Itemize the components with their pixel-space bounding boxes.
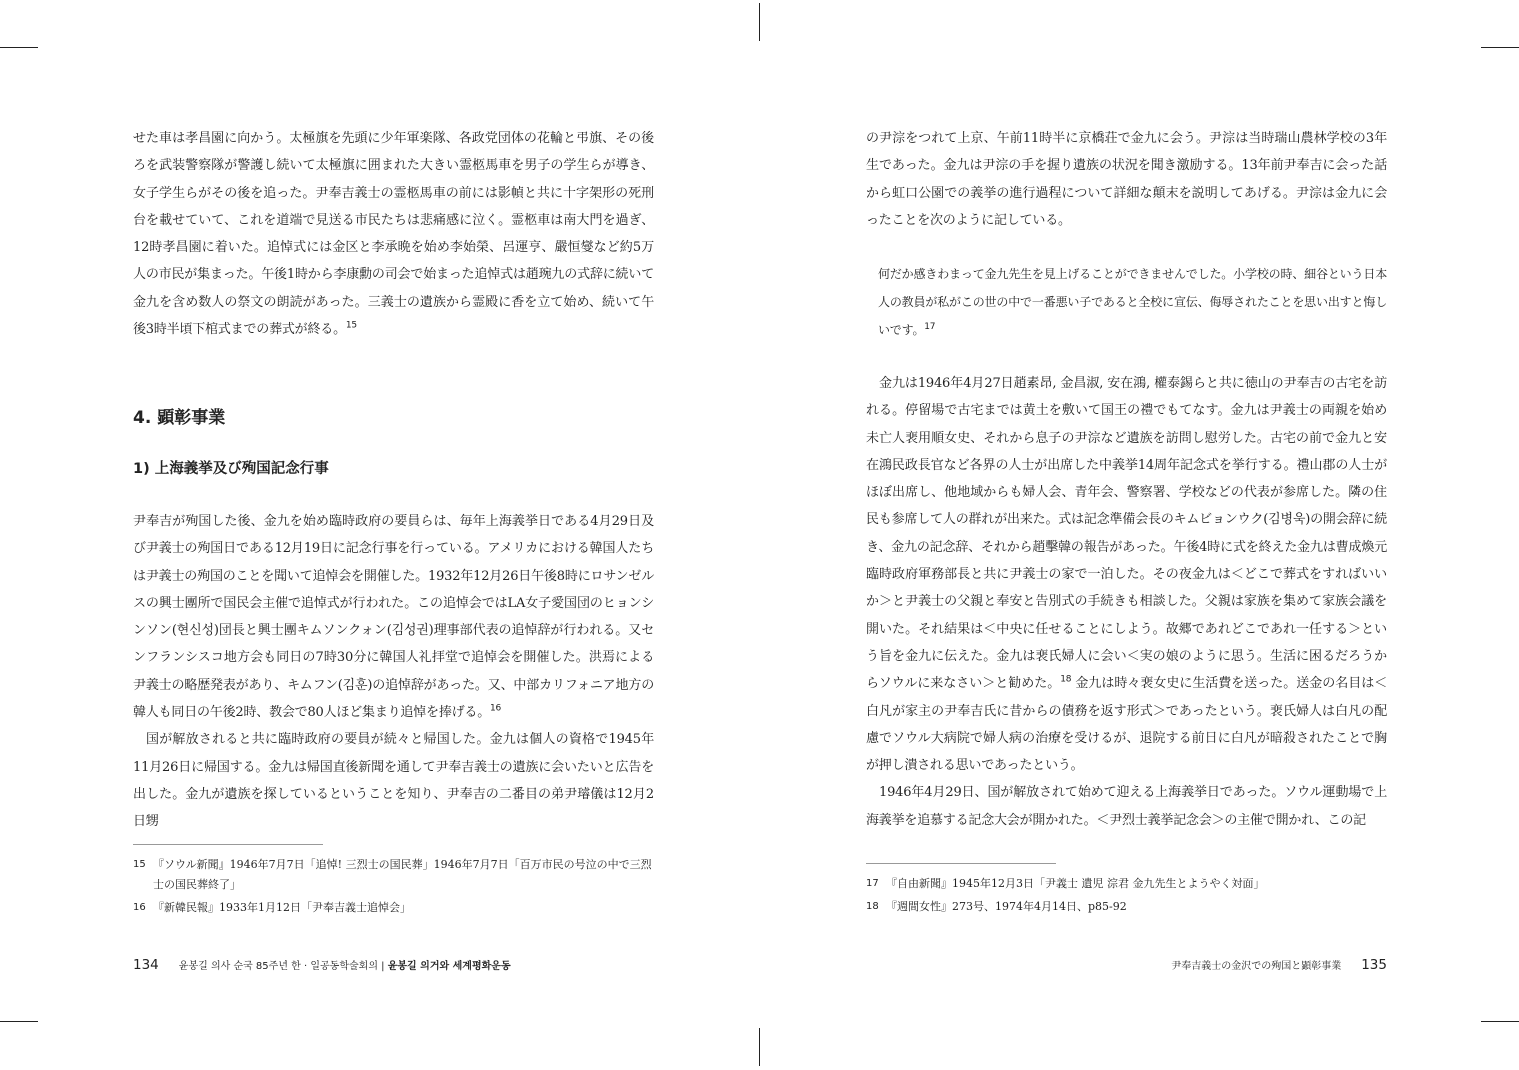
running-head: 윤봉길 의사 순국 85주년 한 · 일공동학술회의 | 윤봉길 의거와 세계평화운동	[178, 961, 511, 972]
folio	[1171, 957, 1387, 973]
right-page	[760, 0, 1519, 1070]
paragraph: 尹奉吉が殉国した後、金九を始め臨時政府の要員らは、毎年上海義挙日である4月29日及び尹義士の殉国日である12月19日に記念行事を行っている。アメリカにおける韓国人たちは尹義士の殉国のことを聞いて追悼会を開催した。1932年12月26日午後8時にロサンゼルスの興士團所で国民会主催で追悼式が行われた。この追悼会ではLA女子愛国団のヒョンシンソン(현신성)団長と興士團キムソンクォン(김성권)理事部代表の追悼辞が行われる。又センフランシスコ地方会も同日の7時30分に韓国人礼拝堂で追悼会を開催した。洪焉による尹義士の略歴発表があり、キムフン(김훈)の追悼辞があった。又、中部カリフォニア地方の韓人も同日の午後2時、教会で80人ほど集まり追悼を捧げる。$^{16}$	[133, 514, 654, 721]
running-head: 尹奉吉義士の金沢での殉国と顕彰事業	[1171, 961, 1342, 972]
body-text-main	[866, 370, 1387, 834]
paragraph: 1946年4月29日、国が解放されて始めて迎える上海義挙日であった。ソウル運動場で上海義挙を追慕する記念大会が開かれた。＜尹烈士義挙記念会＞の主催で開かれ、この記	[866, 785, 1387, 828]
footnote-text: 『自由新聞』1945年12月3日「尹義士 遺児 淙君 金九先生とようやく対面」	[886, 877, 1265, 890]
page-number: 135	[1361, 957, 1387, 973]
footnote-text: 『ソウル新聞』1946年7月7日「追悼! 三烈士の国民葬」1946年7月7日「百万市民の号泣の中で三烈士の国民葬終了」	[153, 858, 652, 891]
body-text-top	[133, 125, 654, 343]
footnote-ref: 17	[924, 322, 936, 332]
paragraph: 金九は1946年4月27日趙素昂, 金昌淑, 安在鴻, 權泰錫らと共に徳山の尹奉吉の古宅を訪れる。停留場で古宅までは黄土を敷いて国王の禮でもてなす。金九は尹義士の両親を始め未亡人裵用順女史、それから息子の尹淙など遺族を訪問し慰労した。古宅の前で金九と安在鴻民政長官など各界の人士が出席した中義挙14周年記念式を挙行する。禮山郡の人士がほぼ出席し、他地域からも婦人会、青年会、警察署、学校などの代表が参席した。隣の住民も参席して人の群れが出来た。式は記念準備会長のキムビョンウク(김병욱)の開会辞に続き、金九の記念辞、それから趙擊韓の報告があった。午後4時に式を終えた金九は曹成煥元臨時政府軍務部長と共に尹義士の家で一泊した。その夜金九は＜どこで葬式をすればいいか＞と尹義士の父親と奉安と告別式の手続きも相談した。父親は家族を集めて家族会議を開いた。それ結果は＜中央に任せることにしよう。故郷であれどこであれ一任する＞という旨を金九に伝えた。金九は裵氏婦人に会い＜実の娘のように思う。生活に困るだろうからソウルに来なさい＞と勧めた。$^{18}$ 金九は時々裵女史に生活費を送った。送金の名目は＜白凡が家主の尹奉吉氏に昔からの債務を返す形式＞であったという。裵氏婦人は白凡の配慮でソウル大病院で婦人病の治療を受けるが、退院する前日に白凡が暗殺されたことで胸が押し潰される思いであったという。	[866, 376, 1387, 774]
footnote	[866, 897, 1387, 917]
footnote-text: 『週間女性』273号、1974年4月14日、p85-92	[886, 900, 1127, 913]
footnote	[133, 898, 654, 918]
footnotes	[133, 855, 654, 921]
quote-text: 何だか感きわまって金九先生を見上げることができませんでした。小学校の時、細谷という日本人の教員が私がこの世の中で一番悪い子であると全校に宣伝、侮辱されたことを思い出すと悔しいです。$^{17}$	[878, 267, 1387, 337]
footnote	[133, 855, 654, 895]
paragraph: の尹淙をつれて上京、午前11時半に京橋荘で金九に会う。尹淙は当時瑞山農林学校の3年生であった。金九は尹淙の手を握り遺族の状況を聞き激励する。13年前尹奉吉に会った話から虹口公園での義挙の進行過程について詳細な顛末を説明してあげる。尹淙は金九に会ったことを次のように記している。	[866, 131, 1387, 228]
page-number: 134	[133, 957, 159, 973]
footnote-number: 16	[133, 902, 146, 913]
footnote-ref: 18	[1060, 674, 1072, 685]
footnote	[866, 874, 1387, 894]
footnote-ref: 16	[490, 703, 502, 714]
paragraph: せた車は孝昌園に向かう。太極旗を先頭に少年軍楽隊、各政党団体の花輪と弔旗、その後ろを武装警察隊が警護し続いて太極旗に囲まれた大きい霊柩馬車を男子の学生らが導き、女子学生らがその後を追った。尹奉吉義士の霊柩馬車の前には影幀と共に十字架形の死刑台を載せていて、これを道端で見送る市民たちは悲痛感に泣く。霊柩車は南大門を過ぎ、12時孝昌園に着いた。追悼式には金区と李承晩を始め李始榮、呂運亨、嚴恒燮など約5万人の市民が集まった。午後1時から李康勳の司会で始まった追悼式は趙琬九の式辞に続いて金九を含め数人の祭文の朗読があった。三義士の遺族から霊殿に香を立て始め、続いて午後3時半頃下棺式までの葬式が終る。$^{15}$	[133, 131, 654, 338]
footnote-number: 15	[133, 859, 146, 870]
footnote-rule	[866, 863, 1056, 864]
folio	[133, 957, 511, 973]
footnote-number: 17	[866, 878, 879, 889]
footnote-text: 『新韓民報』1933年1月12日「尹奉吉義士追悼会」	[153, 901, 411, 914]
footnote-ref: 15	[345, 320, 357, 331]
footnotes	[866, 874, 1387, 920]
subsection-title: 1) 上海義挙及び殉国記念行事	[133, 461, 329, 477]
section-title: 4. 顕彰事業	[133, 408, 226, 428]
footnote-rule	[133, 844, 323, 845]
body-text-main	[133, 508, 654, 836]
paragraph: 国が解放されると共に臨時政府の要員が続々と帰国した。金九は個人の資格で1945年11月26日に帰国する。金九は帰国直後新聞を通して尹奉吉義士の遺族に会いたいと広告を出した。金九が遺族を探しているということを知り、尹奉吉の二番目の弟尹璿儀は12月2日甥	[133, 732, 654, 830]
body-text-top	[866, 125, 1387, 234]
block-quote	[878, 260, 1387, 344]
footnote-number: 18	[866, 901, 879, 912]
